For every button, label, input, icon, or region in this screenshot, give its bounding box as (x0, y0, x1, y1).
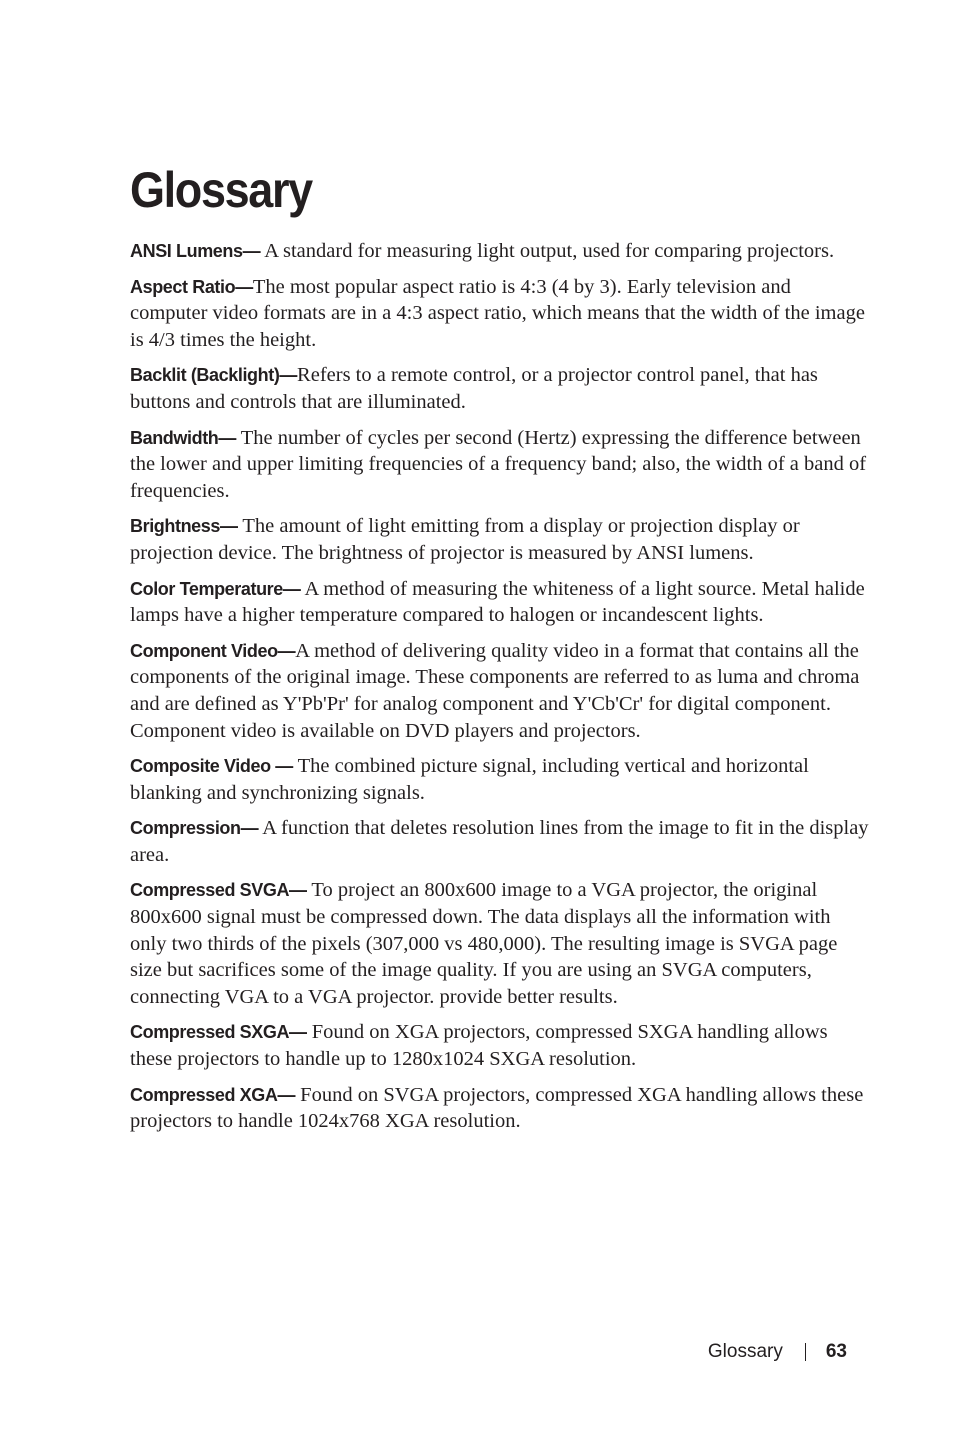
glossary-term: Component Video— (130, 640, 296, 661)
glossary-definition: A method of measuring the whiteness of a light source. Metal halide lamps have a higher temperature compared to halogen or incandescent lights. (130, 577, 865, 627)
glossary-term: Brightness— (130, 516, 238, 537)
glossary-term: Compressed SXGA— (130, 1022, 307, 1043)
glossary-definition: A method of delivering quality video in a format that contains all the components of the original image. These components are referred to as luma and chroma and are defined as Y'Pb'Pr' for analog component and Y'Cb'Cr' for digital component. Component video is available on DVD players and projectors. (130, 639, 860, 742)
glossary-definition: A function that deletes resolution lines from the image to fit in the display area. (130, 817, 869, 866)
glossary-definition: To project an 800x600 image to a VGA projector, the original 800x600 signal must be compressed down. The data displays all the information with only two thirds of the pixels (307,000 vs 480,000). The resulting image is SVGA page size but sacrifices some of the image quality. If you are using an SVGA computers, connecting VGA to a VGA projector. provide better results. (130, 879, 838, 1008)
glossary-entry (130, 877, 870, 1010)
glossary-definition: The amount of light emitting from a display or projection display or projection device. The brightness of projector is measured by ANSI lumens. (130, 515, 800, 564)
glossary-entry (130, 638, 870, 744)
glossary-term: Backlit (Backlight)— (130, 365, 298, 386)
glossary-term: ANSI Lumens— (130, 241, 261, 261)
page-footer (708, 1338, 847, 1366)
glossary-entries (130, 238, 870, 1144)
page-number: 63 (825, 1341, 847, 1362)
glossary-term: Compressed XGA— (130, 1084, 296, 1105)
glossary-entry (130, 1082, 870, 1135)
glossary-term: Compressed SVGA— (130, 880, 307, 901)
page-title: Glossary (130, 162, 312, 218)
glossary-definition: A standard for measuring light output, used for comparing projectors. (260, 240, 835, 262)
glossary-entry (130, 576, 870, 629)
glossary-term: Composite Video — (130, 756, 293, 777)
glossary-term: Compression— (130, 818, 259, 839)
glossary-definition: Refers to a remote control, or a projector control panel, that has buttons and controls that are illuminated. (130, 364, 818, 413)
glossary-entry (130, 362, 870, 415)
glossary-entry (130, 425, 870, 505)
glossary-definition: Found on XGA projectors, compressed SXGA handling allows these projectors to handle up to 1280x1024 SXGA resolution. (130, 1021, 828, 1071)
glossary-term: Aspect Ratio— (130, 276, 253, 297)
glossary-term: Bandwidth— (130, 427, 236, 448)
glossary-entry (130, 513, 870, 566)
glossary-entry (130, 238, 870, 265)
footer-section-label: Glossary (707, 1341, 783, 1362)
glossary-entry (130, 1019, 870, 1072)
glossary-definition: The combined picture signal, including vertical and horizontal blanking and synchronizing signals. (130, 755, 809, 804)
glossary-term: Color Temperature— (130, 578, 301, 599)
glossary-definition: The most popular aspect ratio is 4:3 (4 by 3). Early television and computer video formats are in a 4:3 aspect ratio, which means that the width of the image is 4/3 times the height. (130, 275, 865, 351)
glossary-entry (130, 274, 870, 354)
glossary-entry (130, 815, 870, 868)
glossary-entry (130, 753, 870, 806)
footer-divider (805, 1343, 806, 1361)
glossary-definition: Found on SVGA projectors, compressed XGA handling allows these projectors to handle 1024x768 XGA resolution. (130, 1083, 864, 1133)
glossary-definition: The number of cycles per second (Hertz) expressing the difference between the lower and upper limiting frequencies of a frequency band; also, the width of a band of frequencies. (130, 426, 867, 502)
